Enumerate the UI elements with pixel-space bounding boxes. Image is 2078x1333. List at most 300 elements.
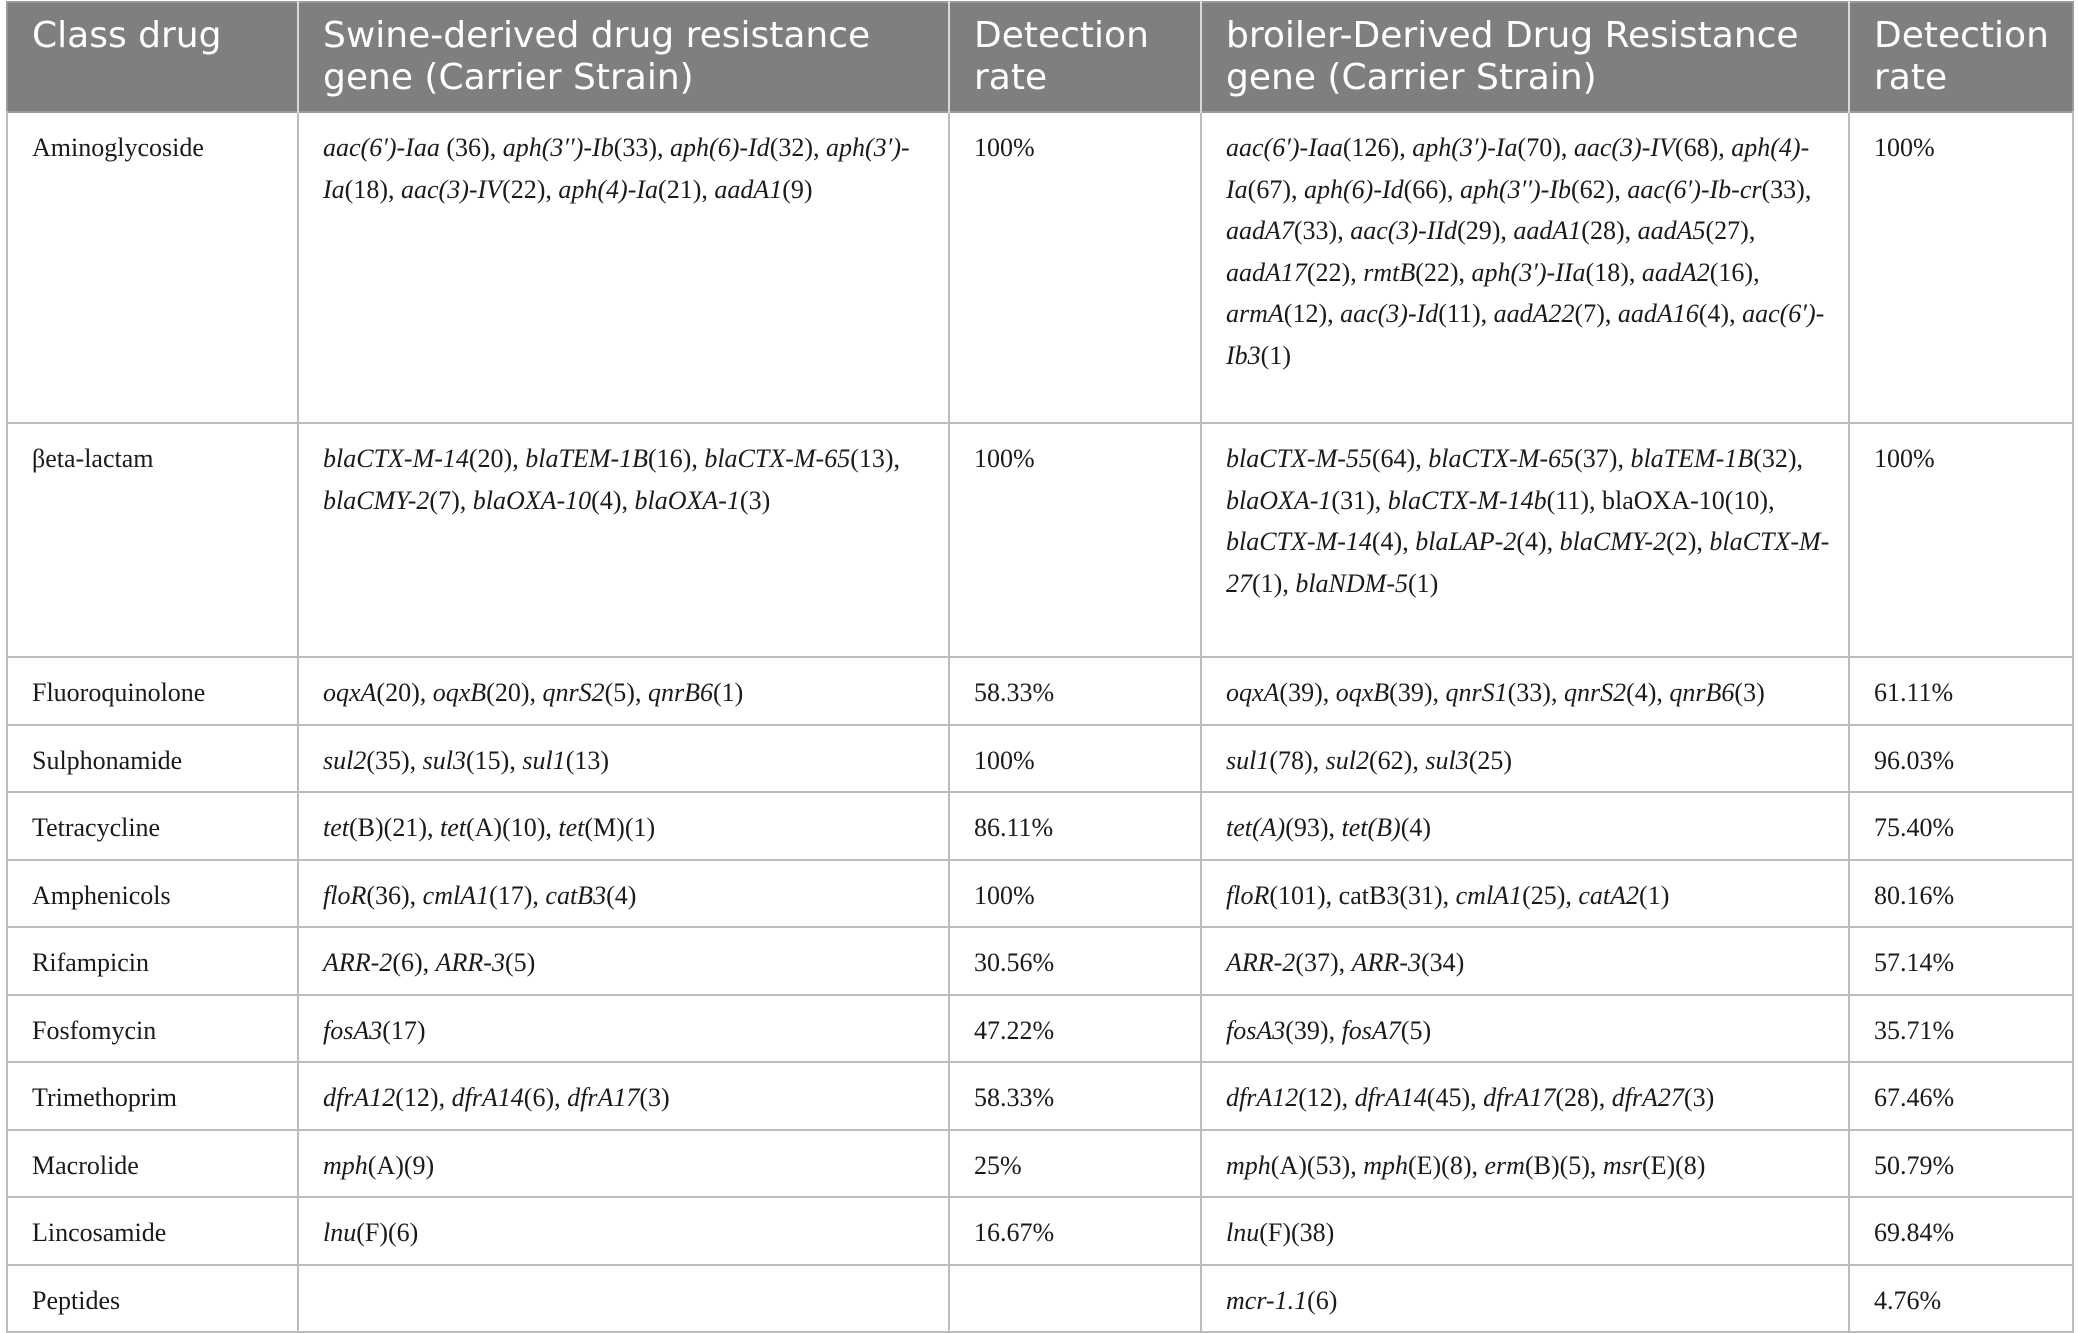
- gene-name: aac(6′)-Iaa: [323, 133, 440, 162]
- gene-count: (25): [1522, 880, 1566, 910]
- gene-entry: [323, 746, 410, 775]
- gene-entry: [423, 881, 533, 910]
- header-class-drug: Class drug: [7, 2, 298, 112]
- gene-count: (33): [1507, 678, 1551, 707]
- gene-entry: [1226, 746, 1313, 775]
- gene-count: (F)(6): [356, 1218, 419, 1247]
- gene-entry: [1456, 881, 1566, 910]
- gene-count: (39): [1389, 678, 1433, 707]
- gene-entry: [423, 746, 510, 775]
- gene-count: (5): [1400, 1015, 1432, 1045]
- gene-name: dfrA12: [1226, 1083, 1299, 1112]
- gene-name: oqxB: [432, 678, 487, 707]
- broiler-genes-cell: blaCTX-M-55(64), blaCTX-M-65(37), blaTEM-1B(32), blaOXA-1(31), blaCTX-M-14b(11), blaOXA-10(10), blaCTX-M-14(4), blaLAP-2(4), blaCMY-2(2), blaCTX-M-27(1), blaNDM-5(1): [1201, 423, 1849, 657]
- gene-entry: [503, 133, 657, 162]
- gene-entry: [440, 813, 545, 842]
- gene-name: aph(4)-Ia: [558, 174, 659, 204]
- gene-name: catB3: [545, 880, 607, 910]
- gene-name: aadA2: [1641, 257, 1710, 287]
- gene-name: aac(3)-IId: [1350, 216, 1458, 245]
- gene-name: qnrB6: [1669, 678, 1735, 707]
- gene-count: (F)(38): [1259, 1218, 1335, 1247]
- gene-name: blaCTX-M-14: [1226, 527, 1372, 556]
- swine-genes-cell: dfrA12(12), dfrA14(6), dfrA17(3): [298, 1062, 949, 1130]
- gene-entry: [1472, 258, 1629, 287]
- class-drug-cell: Amphenicols: [7, 860, 298, 928]
- gene-entry: [323, 813, 427, 842]
- gene-count: (37): [1295, 948, 1339, 977]
- gene-count: (4): [1371, 527, 1403, 556]
- broiler-detection-rate-cell: 67.46%: [1849, 1062, 2073, 1130]
- gene-name: sul1: [1226, 745, 1270, 775]
- broiler-detection-rate-cell: 100%: [1849, 112, 2073, 423]
- swine-detection-rate-cell: 16.67%: [949, 1197, 1201, 1265]
- gene-count: (20): [468, 444, 513, 473]
- gene-count: (29): [1457, 216, 1501, 245]
- gene-entry: [1602, 486, 1768, 515]
- table-row: [7, 792, 2073, 860]
- gene-name: sul3: [422, 745, 467, 775]
- gene-entry: [323, 486, 460, 515]
- gene-count: (11): [1546, 485, 1589, 515]
- gene-entry: [648, 678, 743, 707]
- broiler-detection-rate-cell: 80.16%: [1849, 860, 2073, 928]
- gene-entry: [323, 133, 490, 162]
- gene-name: blaCTX-M-14: [323, 444, 469, 473]
- gene-entry: [1226, 678, 1323, 707]
- gene-entry: [1638, 216, 1749, 245]
- gene-name: aph(4)-Ia: [1226, 133, 1810, 204]
- gene-count: (13): [850, 444, 894, 473]
- gene-name: aph(3′)-Ia: [1412, 133, 1518, 162]
- gene-name: tet: [558, 813, 585, 842]
- gene-entry: [522, 746, 609, 775]
- gene-name: fosA3: [1226, 1015, 1286, 1045]
- gene-name: blaTEM-1B: [525, 444, 648, 473]
- gene-entry: [1226, 1016, 1329, 1045]
- gene-name: fosA7: [1341, 1015, 1401, 1045]
- broiler-detection-rate-cell: 100%: [1849, 423, 2073, 657]
- gene-name: aph(6)-Id: [1304, 174, 1404, 204]
- gene-count: (A)(10): [465, 813, 546, 842]
- gene-name: cmlA1: [1455, 880, 1523, 910]
- gene-name: qnrS2: [542, 678, 605, 707]
- class-drug-cell: Tetracycline: [7, 792, 298, 860]
- gene-count: (15): [466, 745, 510, 775]
- gene-count: (13): [565, 745, 610, 775]
- gene-entry: [1226, 258, 1350, 287]
- gene-count: (1): [1639, 880, 1670, 910]
- gene-name: dfrA14: [1354, 1083, 1427, 1112]
- swine-genes-cell: sul2(35), sul3(15), sul1(13): [298, 725, 949, 793]
- gene-count: (A)(9): [367, 1150, 435, 1180]
- gene-entry: [567, 1083, 670, 1112]
- gene-name: tet(B): [1341, 813, 1401, 842]
- gene-count: (5): [504, 948, 536, 977]
- gene-count: (12): [1298, 1083, 1342, 1112]
- gene-entry: [545, 881, 636, 910]
- table-row: [7, 725, 2073, 793]
- gene-count: (22): [502, 174, 546, 204]
- gene-name: aadA5: [1637, 216, 1706, 245]
- gene-count: (6): [392, 948, 423, 977]
- broiler-genes-cell: fosA3(39), fosA7(5): [1201, 995, 1849, 1063]
- broiler-detection-rate-cell: 4.76%: [1849, 1265, 2073, 1333]
- gene-entry: [1425, 746, 1512, 775]
- gene-count: (62): [1570, 174, 1615, 204]
- gene-count: (B)(21): [349, 813, 427, 842]
- gene-entry: [323, 1016, 426, 1045]
- gene-entry: [323, 1083, 439, 1112]
- gene-entry: [1350, 216, 1500, 245]
- gene-name: blaTEM-1B: [1630, 444, 1754, 473]
- gene-entry: [1226, 299, 1327, 328]
- gene-name: fosA3: [323, 1015, 383, 1045]
- gene-name: aph(3′)-IIa: [1471, 257, 1586, 287]
- gene-name: aadA1: [1513, 216, 1582, 245]
- gene-count: (3): [739, 485, 771, 515]
- gene-count: (1): [1260, 340, 1291, 370]
- gene-count: (36): [439, 133, 490, 162]
- gene-name: ARR-3: [1351, 948, 1421, 977]
- gene-entry: [1226, 527, 1402, 556]
- broiler-genes-cell: oqxA(39), oqxB(39), qnrS1(33), qnrS2(4), qnrB6(3): [1201, 657, 1849, 725]
- gene-count: (1): [1252, 568, 1283, 598]
- gene-entry: [1339, 881, 1443, 910]
- broiler-genes-cell: ARR-2(37), ARR-3(34): [1201, 927, 1849, 995]
- swine-genes-cell: ARR-2(6), ARR-3(5): [298, 927, 949, 995]
- class-drug-cell: Macrolide: [7, 1130, 298, 1198]
- gene-count: (3): [639, 1083, 670, 1112]
- gene-name: aph(3′′)-Ib: [1459, 174, 1571, 204]
- gene-count: (12): [1283, 299, 1328, 328]
- gene-name: blaCTX-M-27: [1226, 527, 1830, 598]
- gene-count: (A)(53): [1270, 1150, 1351, 1180]
- gene-name: mcr-1.1: [1226, 1285, 1308, 1315]
- gene-count: (6): [1307, 1285, 1338, 1315]
- gene-name: blaCMY-2: [323, 485, 430, 515]
- swine-genes-cell: [298, 1130, 949, 1198]
- gene-count: (31): [1331, 485, 1375, 515]
- gene-count: (M)(1): [584, 813, 656, 842]
- broiler-detection-rate-cell: 57.14%: [1849, 927, 2073, 995]
- table-row: [7, 1130, 2073, 1198]
- gene-name: floR: [323, 880, 367, 910]
- swine-genes-cell: [298, 1197, 949, 1265]
- swine-genes-cell: floR(36), cmlA1(17), catB3(4): [298, 860, 949, 928]
- gene-count: (4): [1626, 678, 1657, 707]
- gene-entry: [1388, 486, 1589, 515]
- gene-name: dfrA14: [451, 1083, 524, 1112]
- gene-count: (1): [712, 678, 744, 707]
- gene-name: dfrA27: [1611, 1083, 1684, 1112]
- table-row: [7, 423, 2073, 657]
- broiler-genes-cell: [1201, 1265, 1849, 1333]
- gene-count: (67): [1247, 174, 1291, 204]
- gene-count: (64): [1371, 444, 1416, 473]
- gene-name: aac(3)-Id: [1340, 299, 1439, 328]
- class-drug-cell: Lincosamide: [7, 1197, 298, 1265]
- gene-entry: [670, 133, 813, 162]
- gene-count: (18): [344, 174, 388, 204]
- header-swine-detection-rate: Detection rate: [949, 2, 1201, 112]
- gene-entry: [714, 175, 812, 204]
- broiler-detection-rate-cell: 69.84%: [1849, 1197, 2073, 1265]
- gene-count: (101): [1269, 880, 1326, 910]
- gene-count: catB3(31): [1338, 880, 1443, 910]
- gene-name: tet(A): [1226, 813, 1286, 842]
- gene-count: (126): [1342, 133, 1400, 162]
- gene-name: aac(6′)-Ib3: [1226, 299, 1825, 370]
- gene-name: msr: [1602, 1150, 1642, 1180]
- gene-name: erm: [1484, 1150, 1525, 1180]
- gene-entry: [1642, 258, 1753, 287]
- swine-detection-rate-cell: 30.56%: [949, 927, 1201, 995]
- gene-entry: [323, 948, 423, 977]
- gene-count: (9): [782, 174, 813, 204]
- table-row: [7, 1062, 2073, 1130]
- gene-count: (E)(8): [1407, 1150, 1472, 1180]
- gene-name: lnu: [1226, 1218, 1260, 1247]
- gene-count: (22): [1306, 257, 1351, 287]
- gene-entry: [1415, 527, 1546, 556]
- gene-name: dfrA17: [567, 1083, 640, 1112]
- gene-entry: [1513, 216, 1624, 245]
- gene-count: (4): [591, 485, 622, 515]
- gene-name: qnrS1: [1445, 678, 1508, 707]
- class-drug-cell: Peptides: [7, 1265, 298, 1333]
- class-drug-cell: Fluoroquinolone: [7, 657, 298, 725]
- gene-count: (11): [1438, 299, 1481, 328]
- broiler-genes-cell: dfrA12(12), dfrA14(45), dfrA17(28), dfrA27(3): [1201, 1062, 1849, 1130]
- gene-count: (93): [1285, 813, 1329, 842]
- gene-name: sul1: [522, 745, 566, 775]
- gene-entry: [1340, 299, 1481, 328]
- gene-count: (21): [658, 174, 702, 204]
- gene-entry: [1574, 133, 1718, 162]
- gene-count: (62): [1369, 745, 1413, 775]
- table-container: [6, 1, 2072, 1333]
- gene-count: (34): [1420, 948, 1465, 977]
- broiler-genes-cell: mph(A)(53), mph(E)(8), erm(B)(5), msr(E)(8): [1201, 1130, 1849, 1198]
- gene-entry: [1336, 678, 1433, 707]
- gene-count: (45): [1426, 1083, 1471, 1112]
- gene-count: (28): [1555, 1083, 1599, 1112]
- gene-name: blaOXA-1: [634, 485, 740, 515]
- gene-entry: [1578, 881, 1669, 910]
- gene-count: (12): [395, 1083, 439, 1112]
- gene-entry: [1446, 678, 1551, 707]
- swine-detection-rate-cell: 100%: [949, 112, 1201, 423]
- gene-entry: [401, 175, 545, 204]
- gene-entry: [1494, 299, 1605, 328]
- gene-name: blaCTX-M-65: [704, 444, 851, 473]
- gene-name: sul2: [323, 745, 367, 775]
- gene-entry: [1226, 1083, 1342, 1112]
- swine-detection-rate-cell: 25%: [949, 1130, 1201, 1198]
- gene-entry: [323, 1218, 418, 1247]
- gene-count: (33): [1761, 174, 1805, 204]
- gene-entry: [323, 881, 410, 910]
- gene-name: blaCMY-2: [1559, 527, 1667, 556]
- gene-count: (17): [382, 1015, 426, 1045]
- gene-count: (37): [1574, 444, 1618, 473]
- gene-name: tet: [439, 813, 466, 842]
- gene-count: (B)(5): [1524, 1150, 1590, 1180]
- gene-name: mph: [323, 1150, 368, 1180]
- gene-name: armA: [1226, 299, 1284, 328]
- gene-count: (4): [1516, 527, 1547, 556]
- class-drug-cell: Rifampicin: [7, 927, 298, 995]
- broiler-genes-cell: aac(6′)-Iaa(126), aph(3′)-Ia(70), aac(3)-IV(68), aph(4)-Ia(67), aph(6)-Id(66), aph(3′′)-Ib(62), aac(6′)-Ib-cr(33), aadA7(33), aac(3)-IId(29), aadA1(28), aadA5(27), aadA17(22), rmtB(22), aph(3′)-IIa(18), aadA2(16), armA(12), aac(3)-Id(11), aadA22(7), aadA16(4), aac(6′)-Ib3(1): [1201, 112, 1849, 423]
- header-broiler-genes: broiler-Derived Drug Resistance gene (Carrier Strain): [1201, 2, 1849, 112]
- gene-entry: [323, 1151, 434, 1180]
- gene-name: floR: [1226, 880, 1270, 910]
- broiler-genes-cell: tet(A)(93), tet(B)(4): [1201, 792, 1849, 860]
- gene-entry: [1352, 948, 1465, 977]
- table-row: [7, 860, 2073, 928]
- gene-entry: [1485, 1151, 1590, 1180]
- gene-count: (28): [1581, 216, 1625, 245]
- gene-name: aadA17: [1226, 257, 1307, 287]
- gene-entry: [1304, 175, 1447, 204]
- gene-count: (32): [1753, 444, 1797, 473]
- swine-detection-rate-cell: 47.22%: [949, 995, 1201, 1063]
- gene-entry: [1342, 1016, 1432, 1045]
- gene-count: (35): [366, 745, 410, 775]
- swine-genes-cell: [298, 995, 949, 1063]
- gene-count: (39): [1279, 678, 1323, 707]
- gene-entry: [1226, 1218, 1334, 1247]
- gene-name: ARR-3: [435, 948, 505, 977]
- gene-name: qnrS2: [1563, 678, 1627, 707]
- gene-name: ARR-2: [1226, 948, 1296, 977]
- swine-genes-cell: blaCTX-M-14(20), blaTEM-1B(16), blaCTX-M-65(13), blaCMY-2(7), blaOXA-10(4), blaOXA-1(3): [298, 423, 949, 657]
- broiler-detection-rate-cell: 61.11%: [1849, 657, 2073, 725]
- table-header-row: [7, 2, 2073, 112]
- gene-count: (4): [606, 880, 637, 910]
- swine-detection-rate-cell: 58.33%: [949, 1062, 1201, 1130]
- gene-entry: [1669, 678, 1764, 707]
- header-swine-genes: Swine-derived drug resistance gene (Carrier Strain): [298, 2, 949, 112]
- gene-count: (33): [613, 133, 658, 162]
- table-row: [7, 1265, 2073, 1333]
- gene-entry: [1460, 175, 1614, 204]
- gene-name: aph(3′′)-Ib: [502, 133, 614, 162]
- gene-entry: [1226, 486, 1375, 515]
- gene-entry: [1226, 216, 1337, 245]
- gene-name: lnu: [323, 1218, 357, 1247]
- gene-count: (2): [1666, 527, 1697, 556]
- swine-detection-rate-cell: 58.33%: [949, 657, 1201, 725]
- broiler-detection-rate-cell: 75.40%: [1849, 792, 2073, 860]
- table-row: [7, 995, 2073, 1063]
- header-broiler-detection-rate: Detection rate: [1849, 2, 2073, 112]
- gene-name: aph(6)-Id: [670, 133, 770, 162]
- gene-entry: [1363, 258, 1458, 287]
- gene-count: (36): [366, 880, 410, 910]
- gene-entry: [1342, 813, 1432, 842]
- gene-entry: [1630, 444, 1796, 473]
- gene-count: (68): [1674, 133, 1719, 162]
- table-body: [7, 112, 2073, 1332]
- gene-entry: [635, 486, 771, 515]
- class-drug-cell: Sulphonamide: [7, 725, 298, 793]
- gene-entry: [704, 444, 893, 473]
- swine-genes-cell: aac(6′)-Iaa (36), aph(3′′)-Ib(33), aph(6)-Id(32), aph(3′)-Ia(18), aac(3)-IV(22), aph(4)-Ia(21), aadA1(9): [298, 112, 949, 423]
- gene-entry: [1355, 1083, 1471, 1112]
- class-drug-cell: βeta-lactam: [7, 423, 298, 657]
- gene-entry: [558, 175, 701, 204]
- gene-count: (20): [486, 678, 530, 707]
- gene-name: blaCTX-M-14b: [1387, 485, 1547, 515]
- gene-count: blaOXA-10(10): [1602, 485, 1769, 515]
- gene-count: (1): [1408, 568, 1439, 598]
- gene-name: blaOXA-10: [472, 485, 592, 515]
- broiler-genes-cell: sul1(78), sul2(62), sul3(25): [1201, 725, 1849, 793]
- gene-entry: [1412, 133, 1561, 162]
- gene-count: (16): [647, 444, 692, 473]
- gene-name: blaCTX-M-55: [1226, 444, 1372, 473]
- class-drug-cell: Fosfomycin: [7, 995, 298, 1063]
- gene-entry: [473, 486, 622, 515]
- gene-count: (70): [1517, 133, 1561, 162]
- gene-count: (E)(8): [1641, 1150, 1706, 1180]
- gene-entry: [1363, 1151, 1471, 1180]
- gene-entry: [1564, 678, 1656, 707]
- broiler-detection-rate-cell: 96.03%: [1849, 725, 2073, 793]
- gene-name: aph(3′)-Ia: [323, 133, 910, 204]
- gene-entry: [433, 678, 530, 707]
- gene-entry: [1428, 444, 1617, 473]
- table-row: [7, 112, 2073, 423]
- gene-name: dfrA12: [323, 1083, 396, 1112]
- gene-name: sul2: [1325, 745, 1370, 775]
- gene-entry: [1226, 1286, 1337, 1315]
- gene-entry: [1618, 299, 1729, 328]
- broiler-genes-cell: [1201, 1197, 1849, 1265]
- gene-entry: [1295, 569, 1438, 598]
- gene-name: tet: [323, 813, 349, 842]
- gene-name: aac(3)-IV: [401, 174, 503, 204]
- gene-count: (39): [1285, 1015, 1329, 1045]
- gene-name: cmlA1: [422, 880, 490, 910]
- gene-entry: [1226, 133, 1399, 162]
- gene-name: aac(3)-IV: [1573, 133, 1675, 162]
- gene-name: oqxB: [1335, 678, 1390, 707]
- gene-name: mph: [1363, 1150, 1408, 1180]
- gene-entry: [558, 813, 655, 842]
- gene-entry: [525, 444, 691, 473]
- gene-count: (20): [376, 678, 420, 707]
- gene-entry: [452, 1083, 555, 1112]
- gene-entry: [1603, 1151, 1706, 1180]
- gene-entry: [1560, 527, 1697, 556]
- gene-count: (27): [1705, 216, 1749, 245]
- gene-name: oqxA: [1226, 678, 1280, 707]
- gene-count: (78): [1269, 745, 1313, 775]
- gene-entry: [1483, 1083, 1599, 1112]
- gene-count: (33): [1293, 216, 1338, 245]
- swine-genes-cell: [298, 1265, 949, 1333]
- gene-name: rmtB: [1363, 257, 1416, 287]
- gene-entry: [543, 678, 635, 707]
- gene-entry: [323, 444, 512, 473]
- class-drug-cell: Trimethoprim: [7, 1062, 298, 1130]
- gene-count: (4): [1400, 813, 1432, 842]
- gene-entry: [1226, 444, 1415, 473]
- table-row: [7, 1197, 2073, 1265]
